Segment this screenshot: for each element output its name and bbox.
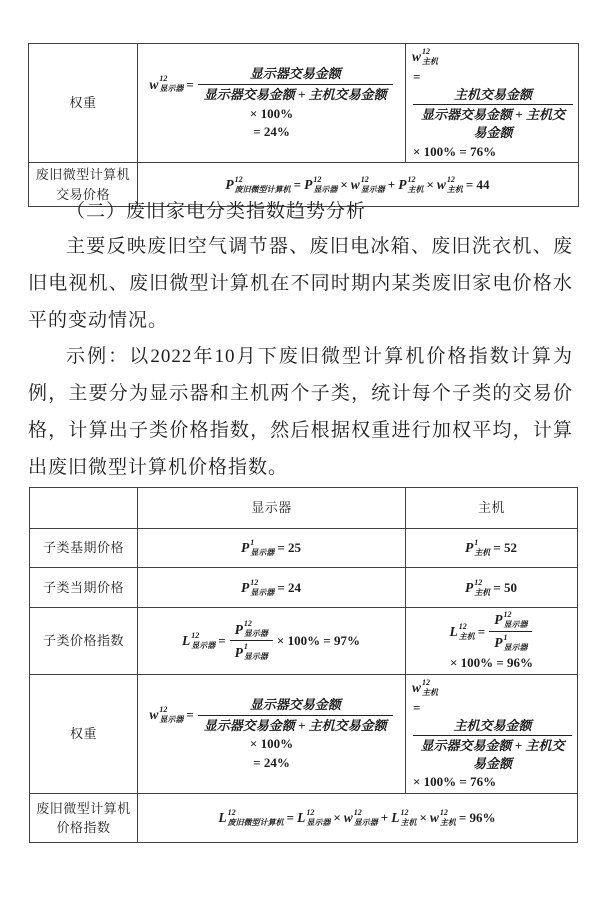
table-row-base-price <box>30 529 578 568</box>
formula-current-host <box>406 568 578 608</box>
formula-weight-host <box>406 44 579 163</box>
formula-fraction <box>198 696 393 734</box>
formula-text: = 44 <box>465 176 490 192</box>
formula-text: = <box>186 707 194 723</box>
formula-text: 显示器交易金额 <box>249 66 341 82</box>
formula-text: 显示器交易金额 <box>249 697 341 713</box>
formula-text: × 100% = 97% <box>276 633 360 649</box>
formula-text: = 24% <box>253 124 290 140</box>
formula-variable: P 1 显示器 <box>494 633 528 652</box>
formula-variable: P 1 主机 <box>465 538 491 557</box>
formula-variable: L 12 显示器 <box>297 808 331 827</box>
formula-text: = 25 <box>277 540 301 556</box>
formula-base-host <box>406 529 578 568</box>
formula-text: + <box>380 810 389 826</box>
formula-variable: P 1 显示器 <box>234 642 268 662</box>
table-row-current-price <box>30 568 578 608</box>
formula-text: = <box>186 76 194 92</box>
formula-text: × 100% = 76% <box>413 143 497 159</box>
table-row-sub-index <box>30 608 578 675</box>
formula-text: 显示器交易金额 + 主机交易金额 <box>203 717 387 733</box>
formula-variable: P 12 显示器 <box>494 610 528 629</box>
formula-text: × <box>333 810 341 826</box>
formula-variable: P 12 显示器 <box>304 174 338 194</box>
header-empty-cell <box>30 488 138 529</box>
formula-variable: w 12 主机 <box>412 47 439 67</box>
formula-variable: w 12 显示器 <box>343 808 378 827</box>
formula-text: = 24% <box>253 755 290 771</box>
formula-weight-display-2 <box>138 674 406 793</box>
formula-variable: L 12 主机 <box>449 621 475 641</box>
formula-text: = <box>477 623 486 639</box>
formula-base-display <box>138 529 406 568</box>
formula-fraction <box>198 65 393 103</box>
formula-text: × 100% = 96% <box>449 655 534 671</box>
formula-variable: w 12 主机 <box>436 174 463 194</box>
index-calculation-table <box>29 487 578 843</box>
formula-variable: P 12 主机 <box>465 577 491 597</box>
header-display: 显示器 <box>138 488 406 529</box>
formula-variable: P 1 显示器 <box>241 538 275 557</box>
formula-fraction <box>413 717 572 773</box>
formula-text: × 100% <box>249 736 294 752</box>
formula-computer-index <box>138 794 578 843</box>
formula-text: 主机交易金额 <box>453 86 532 102</box>
formula-weight-host-2 <box>406 674 578 793</box>
formula-variable: L 12 废旧微型计算机 <box>218 808 284 827</box>
formula-text: × 100% <box>249 105 294 121</box>
formula-text: + <box>387 176 396 192</box>
formula-index-display <box>138 608 406 675</box>
formula-current-display <box>138 568 406 608</box>
formula-variable: L 12 主机 <box>391 808 417 827</box>
header-host: 主机 <box>406 488 578 529</box>
formula-text: = <box>218 633 226 649</box>
formula-text: = <box>293 176 302 192</box>
formula-text: = 50 <box>493 579 517 595</box>
row-label-weight: 权重 <box>29 44 138 163</box>
section-heading: （二）废旧家电分类指数趋势分析 <box>66 201 367 222</box>
table-header-row <box>30 488 578 529</box>
body-text <box>28 229 573 487</box>
formula-variable: w 12 显示器 <box>149 74 184 94</box>
formula-variable: w 12 主机 <box>429 808 456 827</box>
row-label-sub-index: 子类价格指数 <box>30 608 138 675</box>
formula-text: 主机交易金额 <box>453 717 532 733</box>
formula-text: × <box>426 176 434 192</box>
formula-variable: w 12 主机 <box>412 677 439 697</box>
formula-text: = <box>413 69 421 85</box>
table-row-weight <box>30 674 578 793</box>
formula-index-host <box>406 608 578 675</box>
formula-fraction <box>489 610 532 653</box>
formula-text: = <box>413 700 421 716</box>
formula-variable: P 12 显示器 <box>241 577 275 597</box>
formula-fraction <box>413 86 573 142</box>
formula-variable: P 12 主机 <box>398 174 424 194</box>
formula-variable: w 12 显示器 <box>350 174 385 194</box>
row-label-current-price: 子类当期价格 <box>30 568 138 608</box>
formula-variable: L 12 显示器 <box>182 630 216 650</box>
table-row-weight <box>29 44 579 163</box>
row-label-price: 废旧微型计算机交易价格 <box>29 163 138 207</box>
formula-text: = 24 <box>277 579 301 595</box>
row-label-weight: 权重 <box>30 674 138 793</box>
formula-text: 显示器交易金额 + 主机交易金额 <box>420 738 565 771</box>
formula-text: × <box>419 810 427 826</box>
formula-weight-display <box>138 44 406 163</box>
row-label-base-price: 子类基期价格 <box>30 529 138 568</box>
price-calculation-table <box>28 43 579 207</box>
row-label-total-index: 废旧微型计算机价格指数 <box>30 794 138 843</box>
formula-text: 显示器交易金额 + 主机交易金额 <box>421 107 565 140</box>
formula-variable: P 12 废旧微型计算机 <box>225 174 291 194</box>
formula-text: = 96% <box>458 810 496 826</box>
paragraph-overview: 主要反映废旧空气调节器、废旧电冰箱、废旧洗衣机、废旧电视机、废旧微型计算机在不同时期内某类废旧家电价格水平的变动情况。 <box>28 236 573 331</box>
table-row-total-index <box>30 794 578 843</box>
formula-variable: w 12 显示器 <box>149 705 184 725</box>
formula-fraction <box>230 619 273 662</box>
formula-variable: P 12 显示器 <box>234 619 268 639</box>
formula-text: × 100% = 76% <box>413 774 497 790</box>
formula-text: = <box>286 810 295 826</box>
formula-text: × <box>340 176 348 192</box>
paragraph-example: 示例：以2022年10月下废旧微型计算机价格指数计算为例，主要分为显示器和主机两个子类，统计每个子类的交易价格，计算出子类价格指数，然后根据权重进行加权平均，计算出废旧微型计算机价格指数。 <box>28 346 573 478</box>
formula-text: = 52 <box>493 540 517 556</box>
formula-text: 显示器交易金额 + 主机交易金额 <box>203 86 387 102</box>
